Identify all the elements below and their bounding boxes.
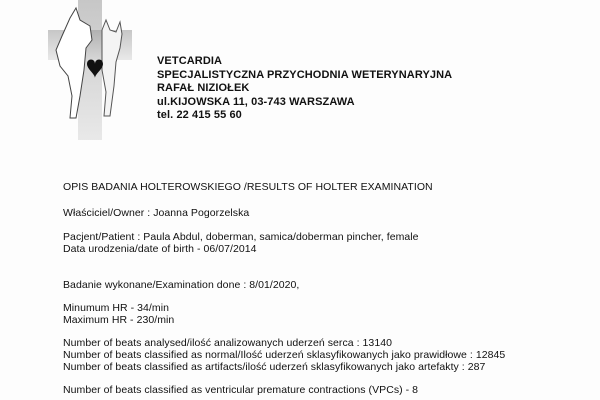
clinic-owner: RAFAŁ NIZIOŁEK bbox=[157, 82, 250, 94]
max-hr-line: Maximum HR - 230/min bbox=[63, 314, 175, 326]
clinic-name: VETCARDIA bbox=[157, 55, 223, 67]
vetcardia-logo bbox=[40, 0, 140, 140]
report-title: OPIS BADANIA HOLTEROWSKIEGO /RESULTS OF HOLTER EXAMINATION bbox=[63, 181, 433, 193]
logo-cat-silhouette bbox=[102, 20, 122, 116]
clinic-type: SPECJALISTYCZNA PRZYCHODNIA WETERYNARYJNA bbox=[157, 68, 453, 81]
clinic-info bbox=[157, 55, 452, 123]
beats-analysed-line: Number of beats analysed/ilość analizowanych uderzeń serca : 13140 bbox=[63, 337, 392, 349]
clinic-phone: tel. 22 415 55 60 bbox=[157, 109, 242, 121]
exam-date-line: Badanie wykonane/Examination done : 8/01/2020, bbox=[63, 279, 300, 291]
beats-artifacts-line: Number of beats classified as artifacts/ilość uderzeń sklasyfikowanych jako artefakty : 287 bbox=[63, 361, 486, 373]
clinic-address: ul.KIJOWSKA 11, 03-743 WARSZAWA bbox=[157, 95, 355, 108]
beats-normal-line: Number of beats classified as normal/Ilość uderzeń sklasyfikowanych jako prawidłowe : 12845 bbox=[63, 349, 506, 361]
min-hr-line: Minumum HR - 34/min bbox=[63, 302, 169, 314]
patient-line: Pacjent/Patient : Paula Abdul, doberman, samica/doberman pincher, female bbox=[63, 231, 419, 243]
vpc-line: Number of beats classified as ventricular premature contractions (VPCs) - 8 bbox=[63, 384, 419, 396]
dob-line: Data urodzenia/date of birth - 06/07/2014 bbox=[63, 243, 257, 255]
owner-line: Właściciel/Owner : Joanna Pogorzelska bbox=[63, 207, 250, 219]
